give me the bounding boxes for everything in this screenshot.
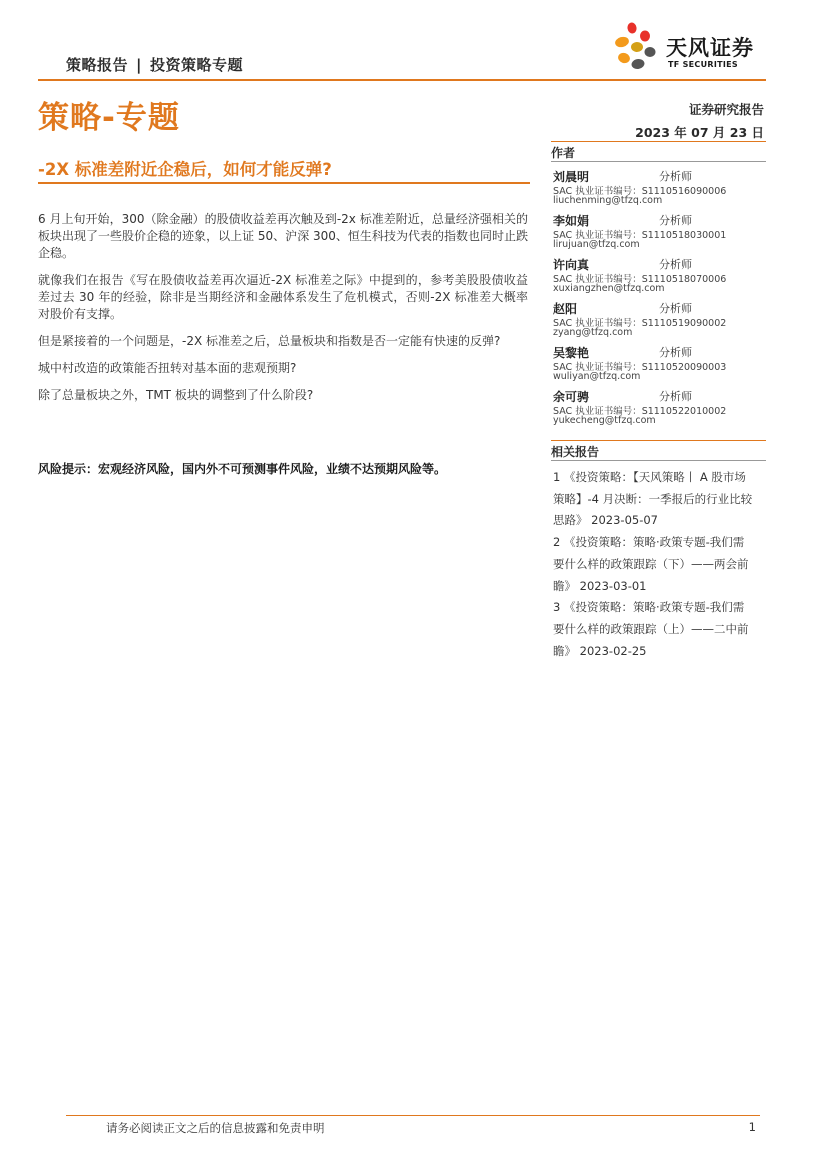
author-sac-number: SAC 执业证书编号：S1110519090002 [553, 318, 727, 329]
author-role: 分析师 [659, 302, 692, 315]
author-sac-number: SAC 执业证书编号：S1110520090003 [553, 362, 727, 373]
author-email[interactable]: lirujuan@tfzq.com [553, 239, 640, 250]
related-heading: 相关报告 [551, 440, 766, 461]
author-card [551, 256, 766, 294]
related-report-line[interactable]: 3 《投资策略：策略·政策专题-我们需 [553, 600, 745, 615]
author-role: 分析师 [659, 258, 692, 271]
company-logo [610, 22, 760, 72]
related-report-line[interactable]: 策略】-4 月决断：一季报后的行业比较 [553, 491, 753, 506]
author-email[interactable]: zyang@tfzq.com [553, 327, 633, 338]
footer-divider [66, 1115, 760, 1116]
header-separator: | [136, 56, 142, 74]
summary-body [38, 211, 528, 414]
header-topic-label: 投资策略专题 [150, 56, 244, 74]
author-email[interactable]: wuliyan@tfzq.com [553, 371, 641, 382]
sidebar [551, 141, 766, 662]
report-date: 2023 年 07 月 23 日 [635, 125, 764, 140]
report-subtitle: -2X 标准差附近企稳后，如何才能反弹? [38, 160, 332, 179]
logo-name-cn: 天风证券 [666, 36, 754, 60]
author-card [551, 212, 766, 250]
subtitle-divider [38, 182, 530, 184]
related-report-line[interactable]: 瞻》 2023-03-01 [553, 578, 647, 593]
summary-paragraph: 但是紧接着的一个问题是，-2X 标准差之后，总量板块和指数是否一定能有快速的反弹? [38, 334, 501, 348]
author-sac-number: SAC 执业证书编号：S1110522010002 [553, 406, 727, 417]
author-email[interactable]: liuchenming@tfzq.com [553, 195, 663, 206]
report-type: 证券研究报告 [688, 102, 764, 117]
summary-paragraph: 就像我们在报告《写在股债收益差再次逼近-2X 标准差之际》中提到的，参考美股股债收益差过去 30 年的经验，除非是当期经济和金融体系发生了危机模式，否则-2X 标准差大概率对股价有支撑。 [38, 273, 528, 321]
author-role: 分析师 [659, 346, 692, 359]
summary-paragraph: 6 月上旬开始，300（除金融）的股债收益差再次触及到-2x 标准差附近，总量经济强相关的板块出现了一些股价企稳的迹象，以上证 50、沪深 300、恒生科技为代表的指数也同时止跌企稳。 [38, 212, 528, 260]
logo-mark-icon [610, 22, 664, 72]
author-sac-number: SAC 执业证书编号：S1110518030001 [553, 230, 727, 241]
related-report-line[interactable]: 瞻》 2023-02-25 [553, 643, 647, 658]
author-email[interactable]: yukecheng@tfzq.com [553, 415, 656, 426]
related-list [551, 467, 766, 662]
authors-heading: 作者 [551, 141, 766, 162]
author-role: 分析师 [659, 170, 692, 183]
related-report-line[interactable]: 思路》 2023-05-07 [553, 513, 658, 528]
author-name: 赵阳 [553, 302, 578, 316]
author-name: 李如娟 [553, 214, 590, 228]
footer-disclaimer: 请务必阅读正文之后的信息披露和免责申明 [106, 1121, 325, 1135]
page-number: 1 [748, 1120, 756, 1134]
author-role: 分析师 [659, 390, 692, 403]
related-reports [551, 440, 766, 662]
page-title: 策略-专题 [38, 100, 180, 136]
logo-name-en: TF SECURITIES [668, 60, 738, 69]
author-card [551, 388, 766, 426]
summary-paragraph: 城中村改造的政策能否扭转对基本面的悲观预期? [38, 361, 297, 375]
related-report-line[interactable]: 要什么样的政策跟踪（下）——两会前 [553, 556, 749, 571]
author-sac-number: SAC 执业证书编号：S1110516090006 [553, 186, 727, 197]
header-category-label: 策略报告 [66, 56, 129, 74]
author-card [551, 300, 766, 338]
author-name: 余可骋 [553, 390, 590, 404]
related-report-line[interactable]: 2 《投资策略：策略·政策专题-我们需 [553, 535, 745, 550]
risk-warning: 风险提示：宏观经济风险，国内外不可预测事件风险，业绩不达预期风险等。 [38, 462, 447, 476]
author-card [551, 168, 766, 206]
author-role: 分析师 [659, 214, 692, 227]
related-report-line[interactable]: 要什么样的政策跟踪（上）——二中前 [553, 621, 749, 636]
header-category [66, 54, 243, 75]
author-name: 许向真 [553, 258, 590, 272]
summary-paragraph: 除了总量板块之外，TMT 板块的调整到了什么阶段? [38, 388, 314, 402]
header-divider [38, 79, 766, 81]
author-sac-number: SAC 执业证书编号：S1110518070006 [553, 274, 727, 285]
related-report-line[interactable]: 1 《投资策略：【天风策略丨 A 股市场 [553, 470, 746, 484]
author-card [551, 344, 766, 382]
author-name: 吴黎艳 [553, 346, 590, 360]
author-name: 刘晨明 [553, 170, 590, 184]
author-email[interactable]: xuxiangzhen@tfzq.com [553, 283, 665, 294]
